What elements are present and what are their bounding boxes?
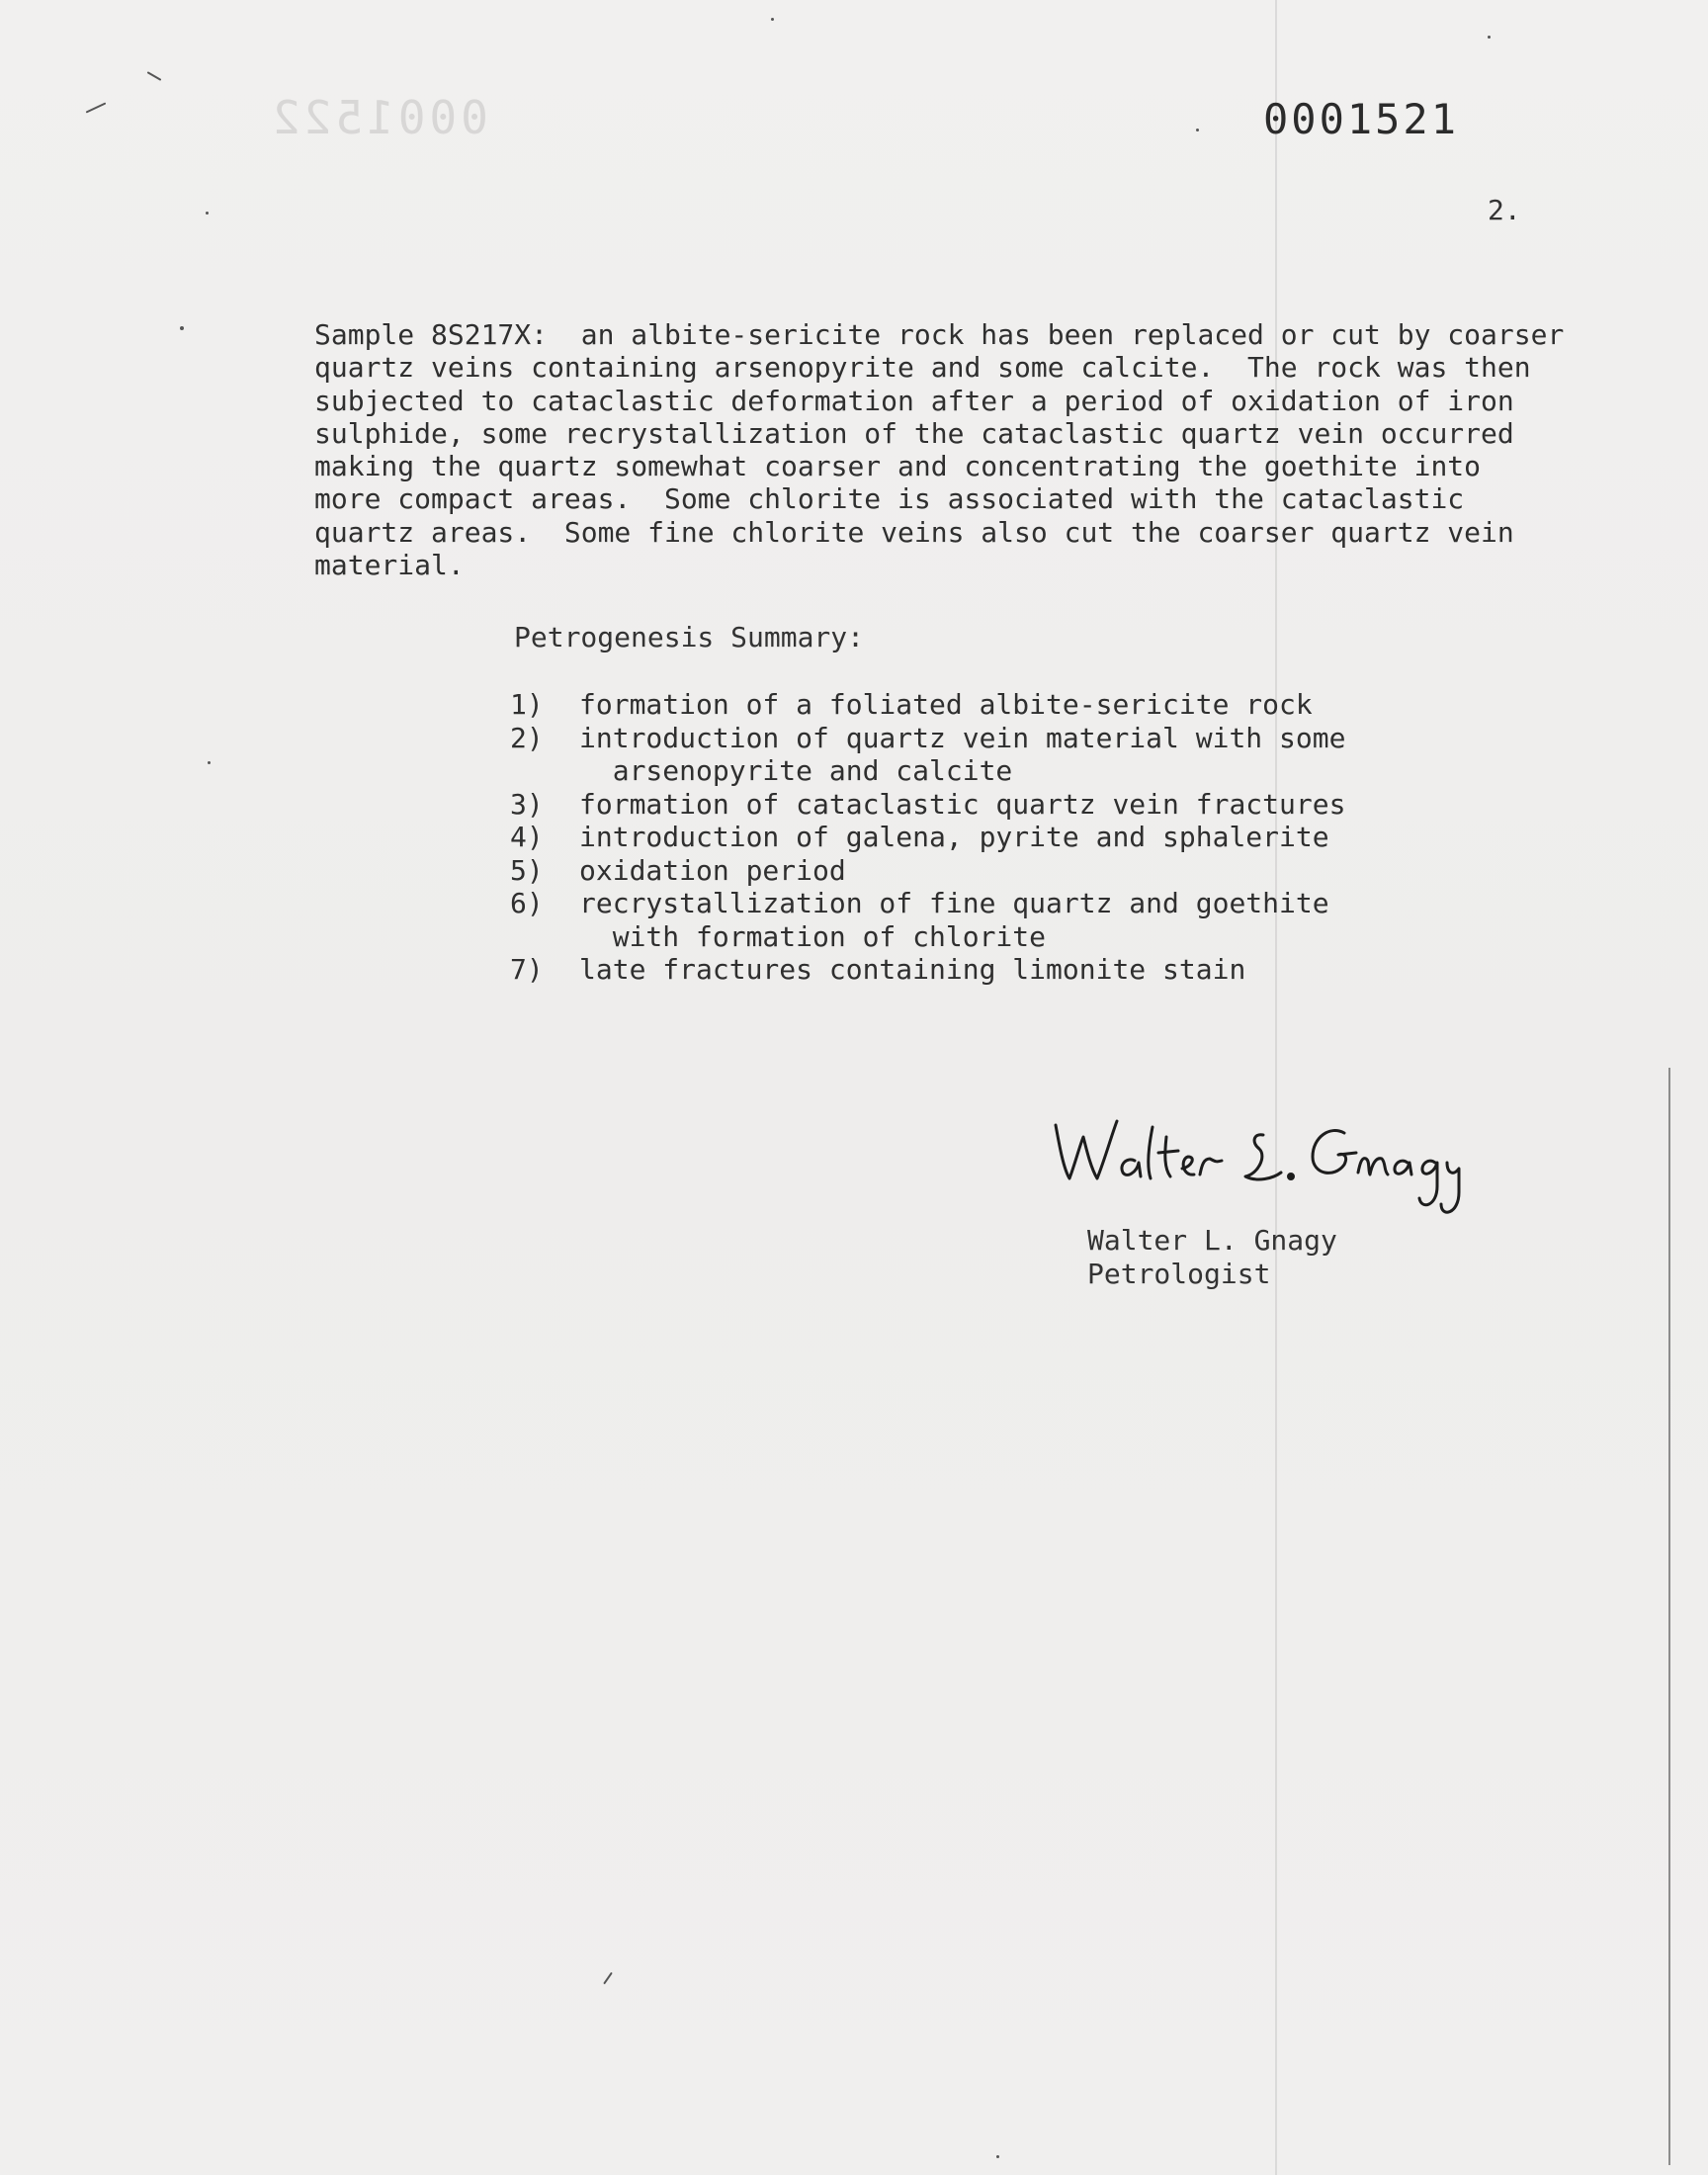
list-item xyxy=(510,953,1345,987)
list-item-text: introduction of galena, pyrite and sphalerite xyxy=(579,821,1329,853)
sample-description xyxy=(314,318,1599,581)
list-item-number: 6) xyxy=(510,887,544,919)
list-item xyxy=(510,722,1345,788)
signatory-title: Petrologist xyxy=(1087,1258,1271,1290)
list-item xyxy=(510,788,1345,822)
scan-mark xyxy=(86,102,107,113)
signatory-block xyxy=(1087,1224,1337,1291)
list-item-text: formation of a foliated albite-sericite rock xyxy=(579,688,1313,721)
summary-heading: Petrogenesis Summary: xyxy=(514,621,865,653)
scan-speck xyxy=(771,18,774,21)
body-line: material. xyxy=(314,549,465,582)
body-line: quartz veins containing arsenopyrite and some calcite. The rock was then xyxy=(314,351,1531,385)
scan-speck xyxy=(180,326,184,330)
body-line: more compact areas. Some chlorite is associated with the cataclastic xyxy=(314,482,1465,516)
body-line: sulphide, some recrystallization of the cataclastic quartz vein occurred xyxy=(314,416,1514,450)
list-item xyxy=(510,854,1345,888)
list-item-text: recrystallization of fine quartz and goethite with formation of chlorite xyxy=(579,887,1329,953)
scan-speck xyxy=(1488,36,1491,39)
body-line: subjected to cataclastic deformation after a period of oxidation of iron xyxy=(314,384,1514,417)
scan-speck xyxy=(206,212,209,215)
scan-page-edge xyxy=(1668,1068,1670,2165)
scan-speck xyxy=(208,761,211,764)
handwritten-signature xyxy=(1048,1107,1473,1236)
list-item xyxy=(510,887,1345,953)
list-item-number: 3) xyxy=(510,787,544,821)
list-item xyxy=(510,821,1345,854)
scan-speck xyxy=(996,2155,999,2158)
body-line: making the quartz somewhat coarser and concentrating the goethite into xyxy=(314,450,1482,483)
body-line: quartz areas. Some fine chlorite veins also cut the coarser quartz vein xyxy=(314,515,1514,549)
body-line: Sample 8S217X: an albite-sericite rock has been replaced or cut by coarser xyxy=(314,318,1565,351)
list-item-number: 1) xyxy=(510,688,544,721)
petrogenesis-list xyxy=(510,688,1345,987)
scan-speck xyxy=(1196,129,1199,131)
list-item-text: late fractures containing limonite stain xyxy=(579,953,1246,986)
page-number: 2. xyxy=(1488,194,1521,226)
scan-mark xyxy=(603,1972,613,1985)
scan-mark xyxy=(147,71,162,81)
list-item-number: 4) xyxy=(510,821,544,853)
list-item-number: 7) xyxy=(510,953,544,986)
signatory-name: Walter L. Gnagy xyxy=(1087,1224,1337,1257)
list-item xyxy=(510,688,1345,722)
list-item-text: introduction of quartz vein material with some arsenopyrite and calcite xyxy=(579,721,1346,787)
document-number: 0001521 xyxy=(1263,95,1460,143)
list-item-number: 2) xyxy=(510,721,544,754)
list-item-text: oxidation period xyxy=(579,853,846,887)
bleed-through-number: 0001522 xyxy=(269,91,488,144)
list-item-text: formation of cataclastic quartz vein fractures xyxy=(579,787,1346,821)
list-item-number: 5) xyxy=(510,853,544,887)
